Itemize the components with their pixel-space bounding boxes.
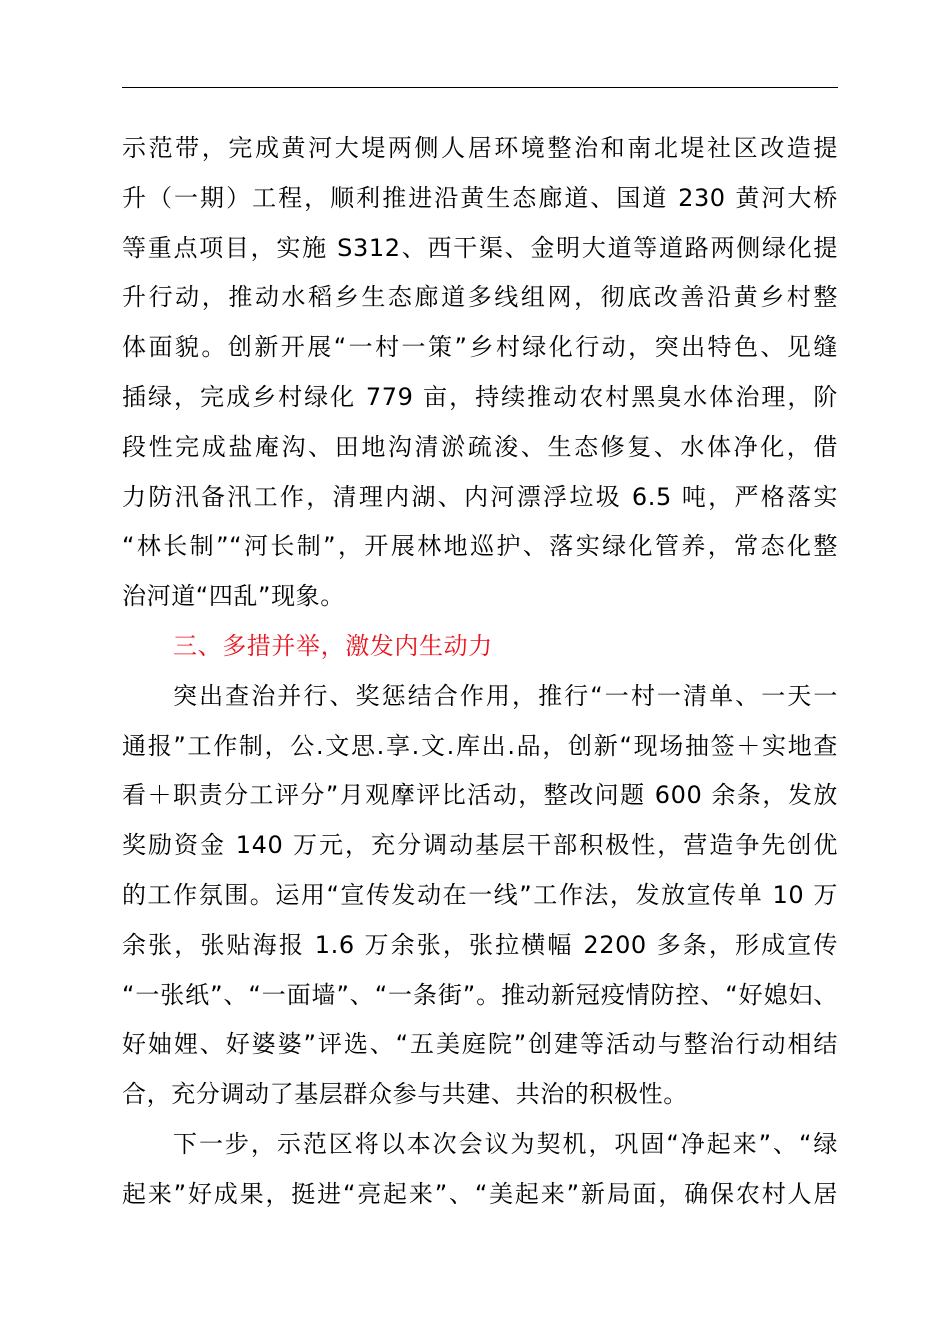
text-line: 起来”好成果，挺进“亮起来”、“美起来”新局面，确保农村人居 (122, 1179, 838, 1208)
text-line: 力防汛备汛工作，清理内湖、内河漂浮垃圾 6.5 吨，严格落实 (122, 482, 838, 511)
text-line: “林长制”“河长制”，开展林地巡护、落实绿化管养，常态化整 (122, 532, 838, 561)
text-line: 余张，张贴海报 1.6 万余张，张拉横幅 2200 多条，形成宣传 (122, 930, 838, 959)
text-line: 体面貌。创新开展“一村一策”乡村绿化行动，突出特色、见缝 (122, 333, 838, 362)
text-line: 突出查治并行、奖惩结合作用，推行“一村一清单、一天一 (173, 681, 838, 710)
text-line: “一张纸”、“一面墙”、“一条街”。推动新冠疫情防控、“好媳妇、 (122, 980, 838, 1009)
document-body (122, 124, 838, 1220)
text-line: 升（一期）工程，顺利推进沿黄生态廊道、国道 230 黄河大桥 (122, 183, 838, 212)
text-line: 合，充分调动了基层群众参与共建、共治的积极性。 (122, 1080, 688, 1109)
text-line: 升行动，推动水稻乡生态廊道多线组网，彻底改善沿黄乡村整 (122, 283, 838, 312)
text-line: 治河道“四乱”现象。 (122, 582, 345, 611)
text-line: 插绿，完成乡村绿化 779 亩，持续推动农村黑臭水体治理，阶 (122, 382, 838, 411)
text-line: 示范带，完成黄河大堤两侧人居环境整治和南北堤社区改造提 (122, 134, 838, 162)
text-line: 奖励资金 140 万元，充分调动基层干部积极性，营造争先创优 (122, 831, 838, 860)
text-line: 好妯娌、好婆婆”评选、“五美庭院”创建等活动与整治行动相结 (122, 1030, 838, 1059)
header-rule (122, 87, 838, 88)
text-line: 的工作氛围。运用“宣传发动在一线”工作法，发放宣传单 10 万 (122, 880, 838, 909)
section-heading: 三、多措并举，激发内生动力 (173, 631, 493, 660)
text-line: 下一步，示范区将以本次会议为契机，巩固“净起来”、“绿 (173, 1129, 838, 1158)
text-line: 看＋职责分工评分”月观摩评比活动，整改问题 600 余条，发放 (122, 781, 838, 810)
text-line: 段性完成盐庵沟、田地沟清淤疏浚、生态修复、水体净化，借 (122, 432, 838, 461)
text-line: 等重点项目，实施 S312、西干渠、金明大道等道路两侧绿化提 (122, 233, 838, 262)
text-line: 通报”工作制，公.文思.享.文.库出.品，创新“现场抽签＋实地查 (122, 731, 838, 760)
